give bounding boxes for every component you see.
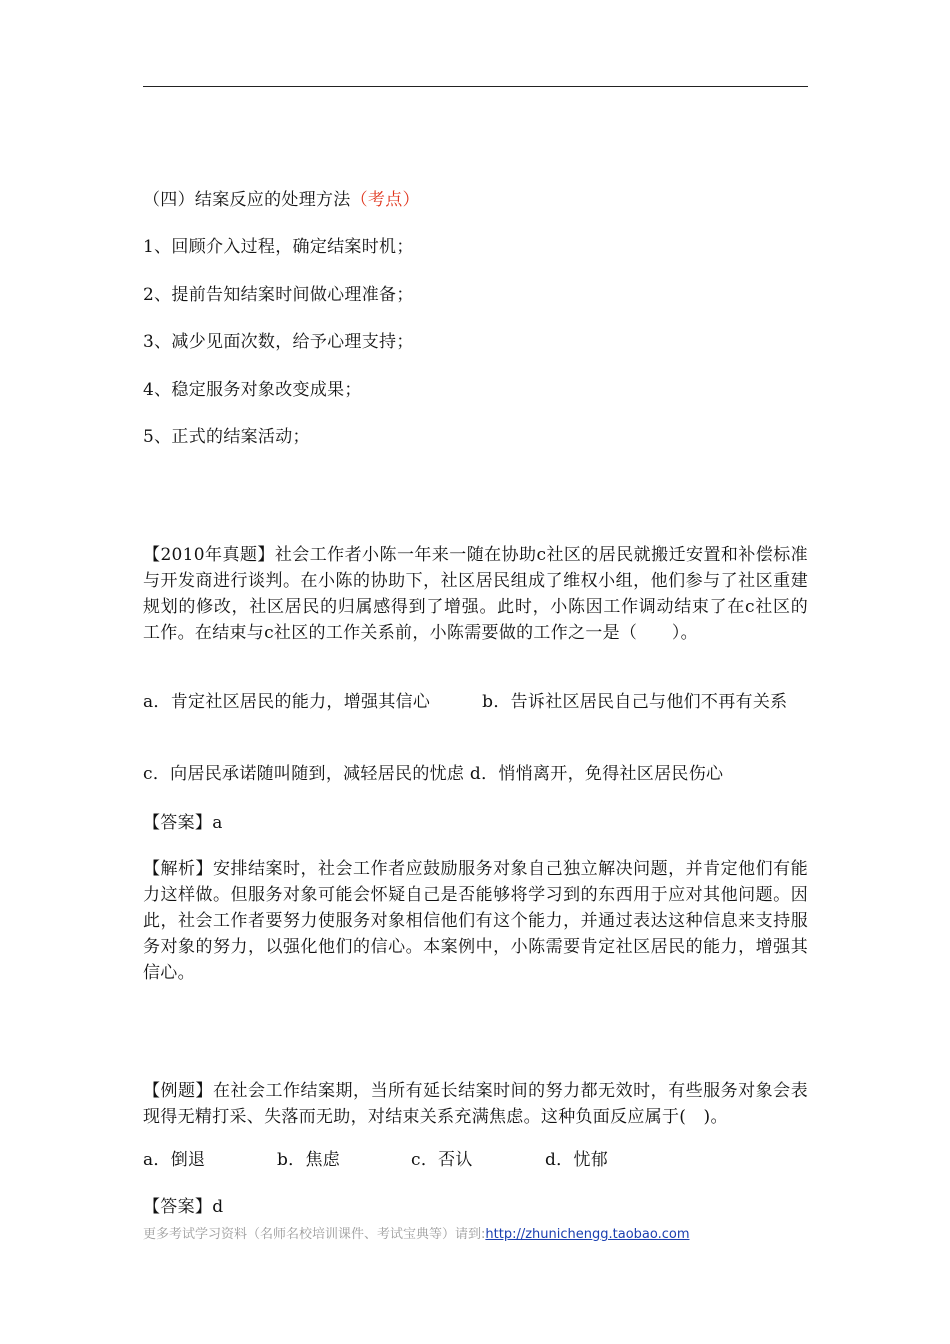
question-1-answer: 【答案】a [143,813,223,833]
section-heading-text: （四）结案反应的处理方法 [143,190,351,210]
question-1-options-cd: c．向居民承诺随叫随到，减轻居民的忧虑 d．悄悄离开，免得社区居民伤心 [143,764,724,784]
list-item: 4、稳定服务对象改变成果； [143,380,362,400]
question-1-options-ab: a．肯定社区居民的能力，增强其信心 b．告诉社区居民自己与他们不再有关系 [143,692,788,712]
list-item: 2、提前告知结案时间做心理准备； [143,285,414,305]
question-2-answer: 【答案】d [143,1197,224,1217]
question-2-text: 【例题】在社会工作结案期，当所有延长结案时间的努力都无效时，有些服务对象会表现得无精打采、失落而无助，对结束关系充满焦虑。这种负面反应属于( )。 [143,1081,808,1127]
section-heading [143,189,420,211]
list-item: 1、回顾介入过程，确定结案时机； [143,237,414,257]
question-1-text: 【2010年真题】社会工作者小陈一年来一随在协助c社区的居民就搬迁安置和补偿标准与开发商进行谈判。在小陈的协助下，社区居民组成了维权小组，他们参与了社区重建规划的修改，社区居民的归属感得到了增强。此时，小陈因工作调动结束了在c社区的工作。在结束与c社区的工作关系前，小陈需要做的工作之一是（ ）。 [143,545,808,643]
footer-text: 更多考试学习资料（名师名校培训课件、考试宝典等）请到: [143,1227,486,1242]
footer-promo [143,1226,690,1244]
question-2-option: d．忧郁 [545,1150,609,1170]
list-item: 5、正式的结案活动； [143,427,310,447]
footer-link[interactable]: http://zhunichengg.taobao.com [485,1227,690,1242]
header-rule [143,86,808,87]
question-2-option: b．焦虑 [277,1150,341,1170]
question-2-option: c．否认 [411,1150,473,1170]
question-1-analysis: 【解析】安排结案时，社会工作者应鼓励服务对象自己独立解决问题，并肯定他们有能力这样做。但服务对象可能会怀疑自己是否能够将学习到的东西用于应对其他问题。因此，社会工作者要努力使服务对象相信他们有这个能力，并通过表达这种信息来支持服务对象的努力，以强化他们的信心。本案例中，小陈需要肯定社区居民的能力，增强其信心。 [143,859,808,983]
list-item: 3、减少见面次数，给予心理支持； [143,332,414,352]
exam-point-tag: （考点） [350,190,420,210]
question-2-option: a．倒退 [143,1150,206,1170]
